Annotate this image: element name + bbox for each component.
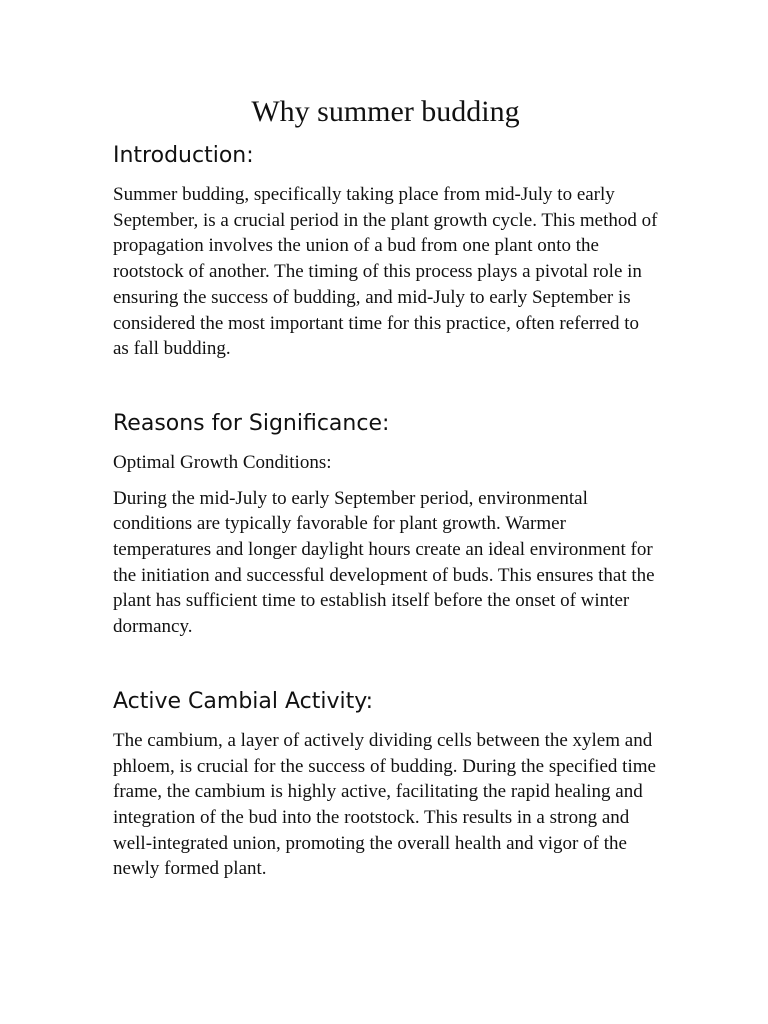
document-page	[113, 94, 658, 882]
optimal-growth-subheading: Optimal Growth Conditions:	[113, 451, 332, 473]
document-title: Why summer budding	[251, 95, 520, 128]
reasons-heading: Reasons for Significance:	[113, 410, 390, 436]
optimal-growth-paragraph: During the mid-July to early September period, environmental conditions are typically favorable for plant growth. Warmer temperatures and longer daylight hours create an ideal environment for the initiation and successful development of buds. This ensures that the plant has sufficient time to establish itself before the onset of winter dormancy.	[113, 487, 655, 638]
cambial-activity-paragraph: The cambium, a layer of actively dividing cells between the xylem and phloem, is crucial for the success of budding. During the specified time frame, the cambium is highly active, facilitating the rapid healing and integration of the bud into the rootstock. This results in a strong and well-integrated union, promoting the overall health and vigor of the newly formed plant.	[113, 729, 656, 880]
introduction-paragraph: Summer budding, specifically taking place from mid-July to early September, is a crucial period in the plant growth cycle. This method of propagation involves the union of a bud from one plant onto the rootstock of another. The timing of this process plays a pivotal role in ensuring the success of budding, and mid-July to early September is considered the most important time for this practice, often referred to as fall budding.	[113, 184, 658, 360]
introduction-heading: Introduction:	[113, 143, 254, 168]
cambial-activity-heading: Active Cambial Activity:	[113, 688, 374, 714]
